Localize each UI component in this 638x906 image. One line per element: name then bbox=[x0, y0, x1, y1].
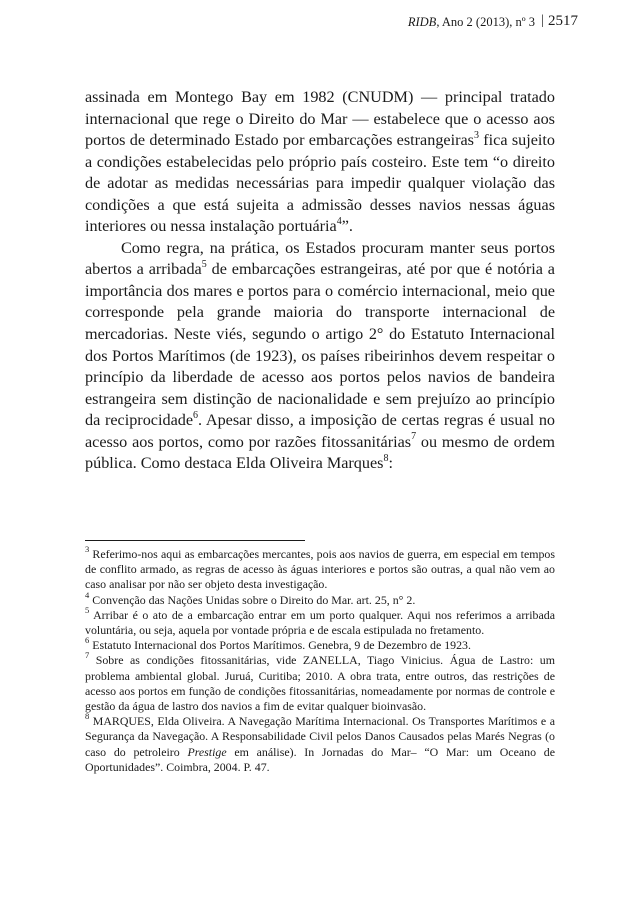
footnote-number: 4 bbox=[85, 589, 90, 600]
footnote-italic-term: Prestige bbox=[187, 744, 227, 759]
journal-citation bbox=[408, 15, 535, 30]
footnote-number: 6 bbox=[85, 635, 90, 646]
footnote-ref-8: 8 bbox=[383, 452, 389, 464]
footnote-ref-4: 4 bbox=[336, 215, 342, 227]
header-separator: | bbox=[541, 13, 544, 28]
footnote-number: 8 bbox=[85, 711, 90, 722]
footnote-ref-5: 5 bbox=[201, 258, 207, 270]
footnote-text: Arribar é o ato de a embarcação entrar em um porto qualquer. Aqui nos referimos a arribada voluntária, ou seja, aquela por vontade própria e de escala estipulada no fretamento. bbox=[85, 607, 555, 638]
footnote-number: 5 bbox=[85, 604, 90, 615]
text-run: . Apesar disso, a imposição de certas regras é usual no acesso aos portos, como por razões fitossanitárias bbox=[85, 411, 556, 451]
footnote-6 bbox=[85, 635, 555, 653]
main-text bbox=[85, 87, 555, 475]
journal-issue: , Ano 2 (2013), nº 3 bbox=[436, 15, 535, 29]
text-run: : bbox=[388, 454, 393, 473]
paragraph-1 bbox=[85, 87, 555, 238]
page-number: 2517 bbox=[548, 13, 578, 29]
running-header bbox=[0, 10, 638, 34]
footnotes bbox=[85, 544, 555, 775]
footnote-5 bbox=[85, 604, 555, 638]
footnote-text: Referimo-nos aqui as embarcações mercantes, pois aos navios de guerra, em especial em tempos de conflito armado, as regras de acesso às águas interiores e portos são outras, a qual não vem ao caso analisar por não ser objeto desta investigação. bbox=[85, 547, 555, 592]
footnote-ref-3: 3 bbox=[473, 129, 479, 141]
footnote-text: em análise). In Jornadas do Mar– “O Mar: um Oceano de Oportunidades”. Coimbra, 2004. P. 47. bbox=[85, 744, 555, 774]
footnote-ref-6: 6 bbox=[193, 409, 199, 421]
text-run: fica sujeito a condições estabelecidas pelo próprio país costeiro. Este tem “o direito de adotar as medidas necessárias para impedir qualquer violação das condições a que está sujeita a admissão desses navios nessas águas interiores ou nessa instalação portuária bbox=[85, 131, 556, 236]
footnote-8 bbox=[85, 711, 555, 775]
journal-name: RIDB bbox=[407, 15, 437, 29]
text-run: Como regra, na prática, os Estados procuram manter seus portos abertos a arribada bbox=[85, 238, 555, 279]
paragraph-2 bbox=[85, 238, 555, 475]
text-run: assinada em Montego Bay em 1982 (CNUDM) ― principal tratado internacional que rege o Direito do Mar ― estabelece que o acesso aos portos de determinado Estado por embarcações estrangeiras bbox=[85, 88, 555, 150]
text-run: de embarcações estrangeiras, até por que é notória a importância dos mares e portos para o comércio internacional, meio que corresponde pela grande maioria do transporte internacional de mercadorias. Neste viés, segundo o artigo 2° do Estatuto Internacional dos Portos Marítimos (de 1923), os países ribeirinhos devem respeitar o princípio da liberdade de acesso aos portos pelos navios de bandeira estrangeira sem distinção de nacionalidade e sem prejuízo ao princípio da reciprocidade bbox=[85, 260, 555, 430]
footnote-3 bbox=[85, 544, 555, 593]
footnote-ref-7: 7 bbox=[411, 431, 417, 443]
footnote-text: Convenção das Nações Unidas sobre o Direito do Mar. art. 25, n° 2. bbox=[89, 592, 416, 607]
footnote-number: 3 bbox=[85, 544, 90, 555]
footnote-text: Estatuto Internacional dos Portos Marítimos. Genebra, 9 de Dezembro de 1923. bbox=[89, 638, 471, 653]
text-run: ou mesmo de ordem pública. Como destaca Elda Oliveira Marques bbox=[85, 432, 555, 473]
footnote-divider bbox=[85, 540, 305, 541]
footnote-text: Sobre as condições fitossanitárias, vide ZANELLA, Tiago Vinicius. Água de Lastro: um problema ambiental global. Juruá, Curitiba; 2010. A obra trata, entre outros, das restrições de acesso aos portos em função de condições fitossanitárias, nomeadamente por normas de controle e gestão da água de lastro dos navios a fim de evitar qualquer bioinvasão. bbox=[85, 653, 555, 714]
footnote-number: 7 bbox=[85, 650, 90, 661]
footnote-text: MARQUES, Elda Oliveira. A Navegação Marítima Internacional. Os Transportes Marítimos e a Segurança da Navegação. A Responsabilidade Civil pelos Danos Causados pelas Marés Negras (o caso do petroleiro bbox=[85, 714, 555, 759]
footnote-4 bbox=[85, 589, 555, 608]
footnote-7 bbox=[85, 650, 555, 714]
text-run: ”. bbox=[341, 217, 353, 236]
